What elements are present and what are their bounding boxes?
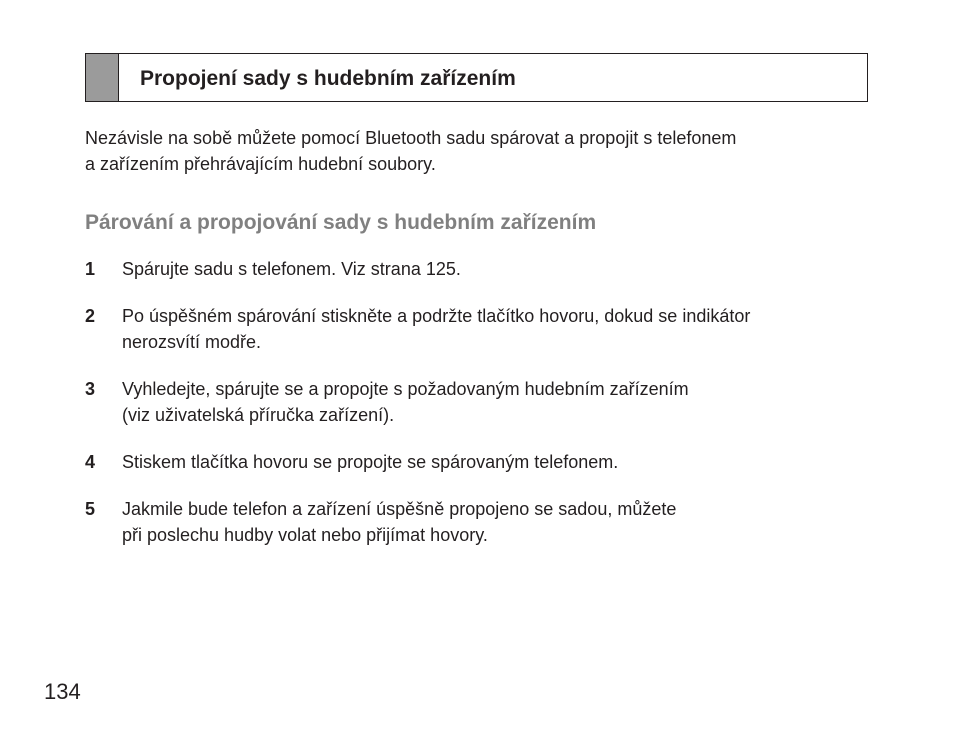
intro-line: Nezávisle na sobě můžete pomocí Bluetooth sadu spárovat a propojit s telefonem	[85, 128, 737, 148]
step-text: (viz uživatelská příručka zařízení).	[122, 405, 395, 425]
step-item	[85, 303, 885, 355]
step-item	[85, 496, 885, 548]
section-header-tab	[86, 54, 119, 101]
steps-list	[85, 256, 885, 569]
intro-line: a zařízením přehrávajícím hudební soubory.	[85, 154, 436, 174]
intro-paragraph	[85, 125, 875, 177]
page-number: 134	[44, 679, 81, 704]
step-number: 2	[85, 306, 96, 326]
section-title: Propojení sady s hudebním zařízením	[140, 67, 516, 90]
section-header	[85, 53, 868, 102]
step-number: 4	[85, 452, 96, 472]
step-text: Jakmile bude telefon a zařízení úspěšně propojeno se sadou, můžete	[122, 499, 677, 519]
step-item	[85, 256, 885, 282]
step-number: 5	[85, 499, 96, 519]
step-item	[85, 376, 885, 428]
step-text: nerozsvítí modře.	[122, 332, 262, 352]
step-text: Stiskem tlačítka hovoru se propojte se spárovaným telefonem.	[122, 452, 619, 472]
step-number: 3	[85, 379, 96, 399]
sub-heading: Párování a propojování sady s hudebním zařízením	[85, 211, 597, 234]
step-text: při poslechu hudby volat nebo přijímat hovory.	[122, 525, 488, 545]
step-text: Spárujte sadu s telefonem. Viz strana 125.	[122, 259, 461, 279]
step-item	[85, 449, 885, 475]
step-text: Vyhledejte, spárujte se a propojte s požadovaným hudebním zařízením	[122, 379, 689, 399]
step-text: Po úspěšném spárování stiskněte a podržte tlačítko hovoru, dokud se indikátor	[122, 306, 751, 326]
step-number: 1	[85, 259, 96, 279]
